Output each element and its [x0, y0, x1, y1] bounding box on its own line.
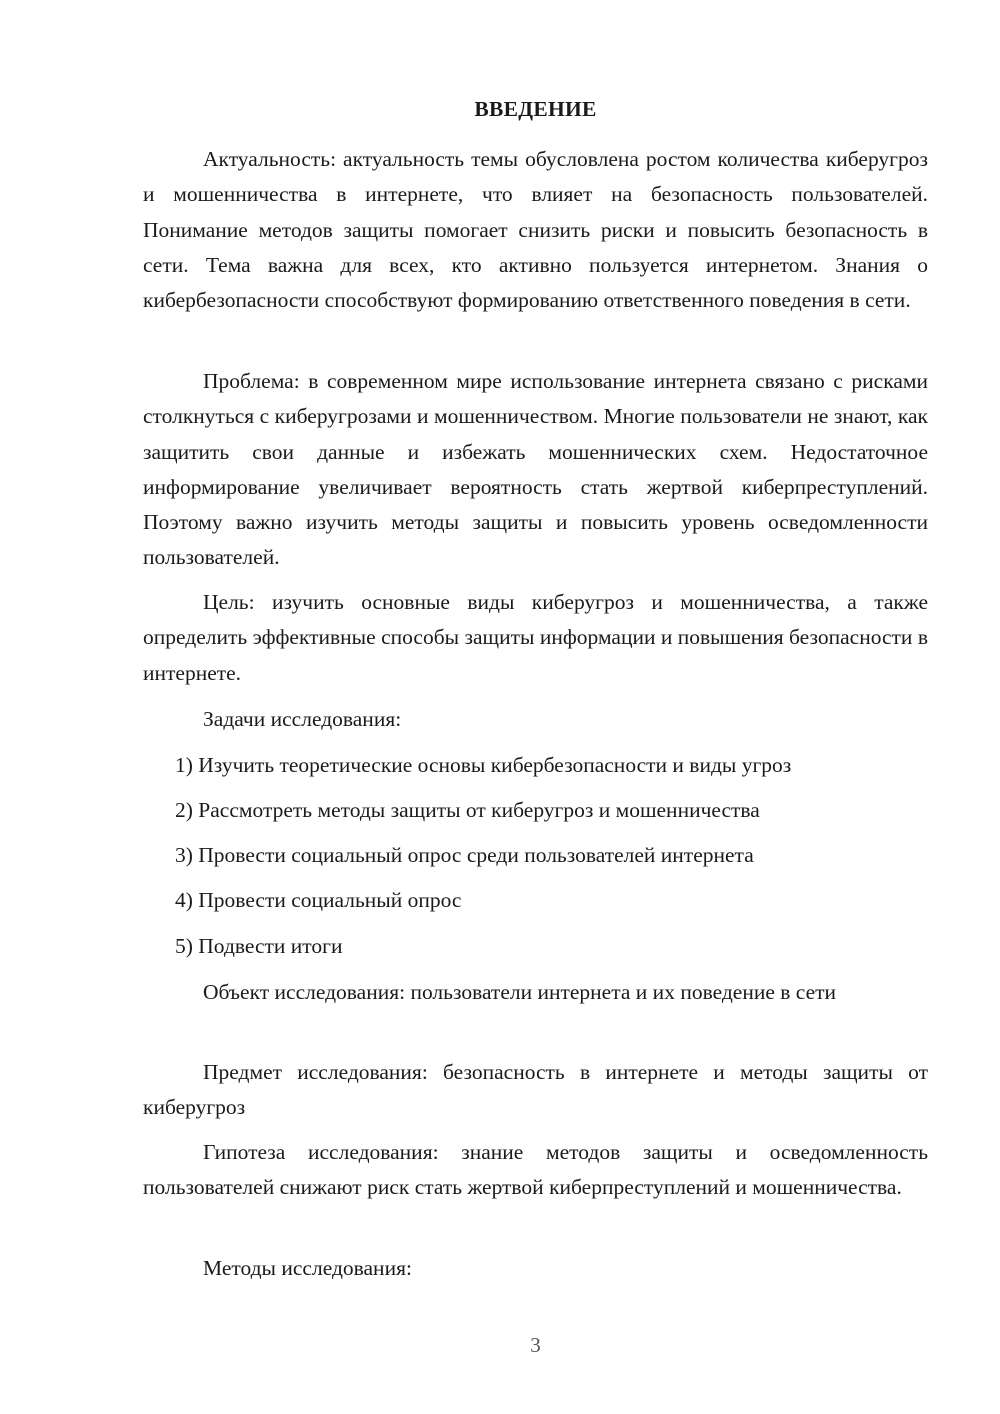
goal-paragraph-block	[143, 585, 928, 691]
task-item: 3) Провести социальный опрос среди пользователей интернета	[175, 843, 754, 867]
problem-paragraph-block	[143, 364, 928, 576]
goal-paragraph: Цель: изучить основные виды киберугроз и мошенничества, а также определить эффективные способы защиты информации и повышения безопасности в интернете.	[143, 590, 928, 685]
methods-heading: Методы исследования:	[203, 1256, 412, 1280]
relevance-paragraph-block	[143, 142, 928, 318]
task-item: 1) Изучить теоретические основы кибербезопасности и виды угроз	[175, 753, 792, 777]
hypothesis-paragraph-block	[143, 1135, 928, 1206]
task-item: 4) Провести социальный опрос	[175, 888, 462, 912]
tasks-heading: Задачи исследования:	[203, 707, 402, 731]
page-number: 3	[530, 1333, 541, 1357]
object-paragraph: Объект исследования: пользователи интернета и их поведение в сети	[203, 980, 837, 1004]
relevance-paragraph: Актуальность: актуальность темы обусловлена ростом количества киберугроз и мошенничества в интернете, что влияет на безопасность пользователей. Понимание методов защиты помогает снизить риски и повысить безопасность в сети. Тема важна для всех, кто активно пользуется интернетом. Знания о кибербезопасности способствуют формированию ответственного поведения в сети.	[143, 147, 928, 313]
subject-paragraph-block	[143, 1055, 928, 1126]
problem-paragraph: Проблема: в современном мире использование интернета связано с рисками столкнуться с киберугрозами и мошенничеством. Многие пользователи не знают, как защитить свои данные и избежать мошеннических схем. Недостаточное информирование увеличивает вероятность стать жертвой киберпреступлений. Поэтому важно изучить методы защиты и повысить уровень осведомленности пользователей.	[143, 369, 928, 570]
subject-paragraph: Предмет исследования: безопасность в интернете и методы защиты от киберугроз	[143, 1060, 928, 1120]
task-item: 2) Рассмотреть методы защиты от киберугроз и мошенничества	[175, 798, 760, 822]
hypothesis-paragraph: Гипотеза исследования: знание методов защиты и осведомленность пользователей снижают риск стать жертвой киберпреступлений и мошенничества.	[143, 1140, 928, 1200]
task-item: 5) Подвести итоги	[175, 934, 343, 958]
section-title: ВВЕДЕНИЕ	[474, 97, 597, 121]
object-paragraph-block	[143, 975, 928, 1010]
